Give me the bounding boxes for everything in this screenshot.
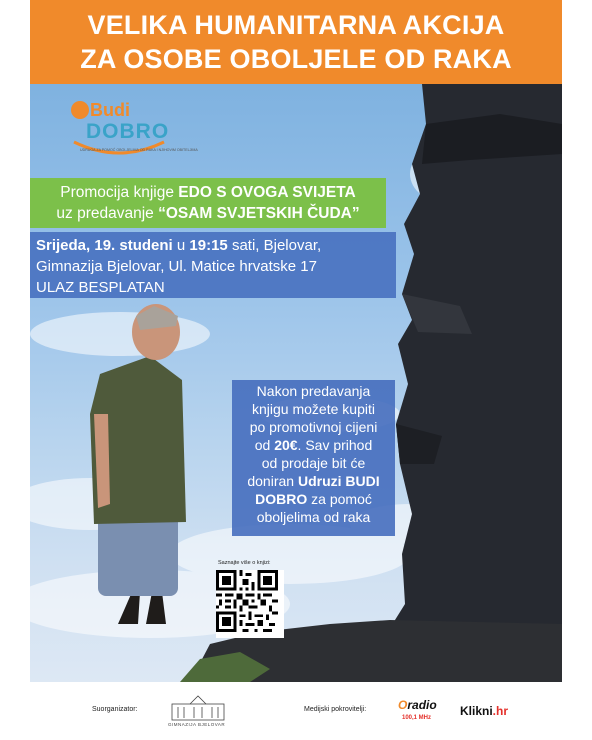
qr-label: Saznajte više o knjizi: xyxy=(218,560,271,566)
info-line6 xyxy=(232,472,395,490)
qr-code-graphic xyxy=(216,570,278,632)
oradio-logo xyxy=(394,698,442,728)
info-line3: po promotivnoj cijeni xyxy=(249,419,378,435)
book-title: EDO S OVOGA SVIJETA xyxy=(178,184,356,201)
event-free-entry: ULAZ BESPLATAN xyxy=(36,279,165,296)
event-time: 19:15 xyxy=(189,237,228,254)
organizer-label: Suorganizator: xyxy=(92,706,138,713)
info-line4-suffix: . Sav prihod xyxy=(297,437,373,453)
background-photo xyxy=(30,84,562,682)
moai-statue xyxy=(370,84,562,682)
oradio-name: radio xyxy=(407,698,437,712)
promo-line2 xyxy=(30,203,386,224)
info-association-name-2: DOBRO xyxy=(255,491,308,507)
info-line7-suffix: za pomoć xyxy=(307,491,372,507)
info-line6-prefix: doniran xyxy=(247,473,298,489)
info-line5: od prodaje bit će xyxy=(261,455,366,471)
info-line2: knjigu možete kupiti xyxy=(252,401,375,417)
header-title-line2: ZA OSOBE OBOLJELE OD RAKA xyxy=(80,44,512,74)
footer xyxy=(30,682,562,740)
lecture-title: “OSAM SVJETSKIH ČUDA” xyxy=(158,205,360,222)
logo-budi-text: Budi xyxy=(90,100,130,120)
event-details-banner xyxy=(30,232,396,298)
budi-dobro-logo xyxy=(64,92,198,160)
logo-dobro-text: DOBRO xyxy=(86,120,170,143)
donation-info-box xyxy=(232,380,395,536)
event-day: Srijeda, 19. studeni xyxy=(36,237,173,254)
gimnazija-logo-text: GIMNAZIJA BJELOVAR xyxy=(168,722,226,727)
klikni-name: Klikni xyxy=(460,704,493,718)
klikni-logo xyxy=(460,704,508,718)
promo-banner xyxy=(30,178,386,228)
oradio-brand xyxy=(398,698,437,712)
event-venue: Gimnazija Bjelovar, Ul. Matice hrvatske 17 xyxy=(36,258,317,275)
oradio-frequency: 100,1 MHz xyxy=(402,715,432,721)
oradio-o: O xyxy=(398,698,408,712)
header-title-line1: VELIKA HUMANITARNA AKCIJA xyxy=(87,10,505,40)
gimnazija-building-icon xyxy=(168,692,228,722)
logo-tagline: UDRUGA ZA POMOĆ OBOLJELIMA OD RAKA I NJIHOVIM OBITELJIMA xyxy=(80,148,198,152)
poster-header xyxy=(30,0,562,84)
qr-code[interactable] xyxy=(216,570,284,638)
media-sponsors-label: Medijski pokrovitelji: xyxy=(304,706,367,713)
info-line8: oboljelima od raka xyxy=(256,509,371,525)
event-location-city: sati, Bjelovar, xyxy=(227,237,322,254)
info-line4 xyxy=(232,436,395,454)
info-line4-prefix: od xyxy=(254,437,275,453)
klikni-suffix: .hr xyxy=(492,704,509,718)
promo-line1-prefix: Promocija knjige xyxy=(60,184,179,201)
promo-line2-prefix: uz predavanje xyxy=(56,205,159,222)
info-line1: Nakon predavanja xyxy=(256,383,371,399)
promo-line1 xyxy=(30,178,386,203)
event-in: u xyxy=(172,237,190,254)
info-association-name: Udruzi BUDI xyxy=(297,473,380,489)
book-price: 20€ xyxy=(274,437,298,453)
event-date-line xyxy=(36,232,396,256)
info-line7 xyxy=(232,490,395,508)
